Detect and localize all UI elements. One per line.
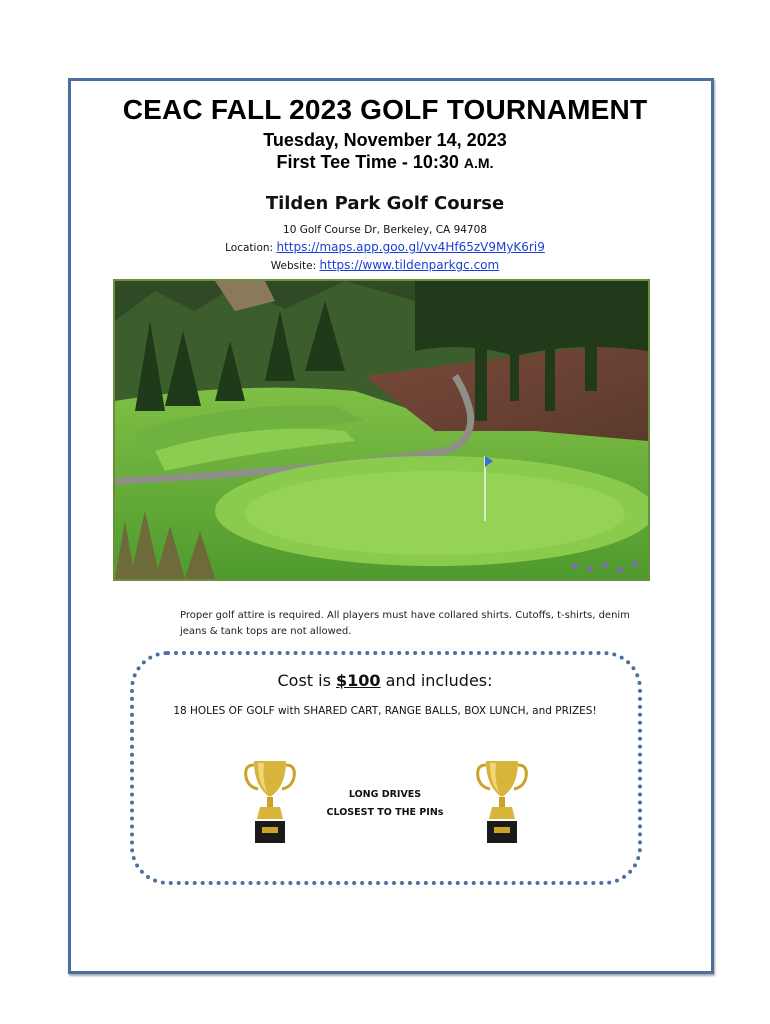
event-date: Tuesday, November 14, 2023 [263, 130, 507, 150]
attire-notice: Proper golf attire is required. All players must have collared shirts. Cutoffs, t-shirts, denim jeans & tank tops are not allowed. [180, 610, 630, 637]
prize-long-drives: LONG DRIVES [348, 789, 422, 800]
venue-name: Tilden Park Golf Course [265, 193, 505, 214]
cost-includes: 18 HOLES OF GOLF with SHARED CART, RANGE BALLS, BOX LUNCH, and PRIZES! [173, 705, 597, 717]
prize-closest-to-pin: CLOSEST TO THE PINs [326, 807, 444, 818]
tee-time-text: First Tee Time - 10:30 [276, 152, 464, 172]
cost-suffix: and includes: [380, 671, 493, 690]
venue-address: 10 Golf Course Dr, Berkeley, CA 94708 [283, 224, 487, 236]
cost-prefix: Cost is [277, 671, 337, 690]
golf-course-photo [113, 279, 650, 581]
location-line [0, 240, 770, 254]
tee-time-ampm: A.M. [463, 155, 494, 171]
website-link[interactable]: https://www.tildenparkgc.com [319, 258, 500, 272]
page-title: CEAC FALL 2023 GOLF TOURNAMENT [122, 94, 648, 125]
cost-line [0, 671, 770, 690]
website-line [0, 258, 770, 272]
trophy-icon [240, 757, 300, 847]
cost-amount: $100 [336, 671, 381, 690]
website-label: Website: [270, 260, 317, 272]
location-label: Location: [225, 242, 274, 254]
tee-time [0, 152, 770, 173]
location-link[interactable]: https://maps.app.goo.gl/vv4Hf65zV9MyK6ri9 [276, 240, 545, 254]
trophy-icon [472, 757, 532, 847]
